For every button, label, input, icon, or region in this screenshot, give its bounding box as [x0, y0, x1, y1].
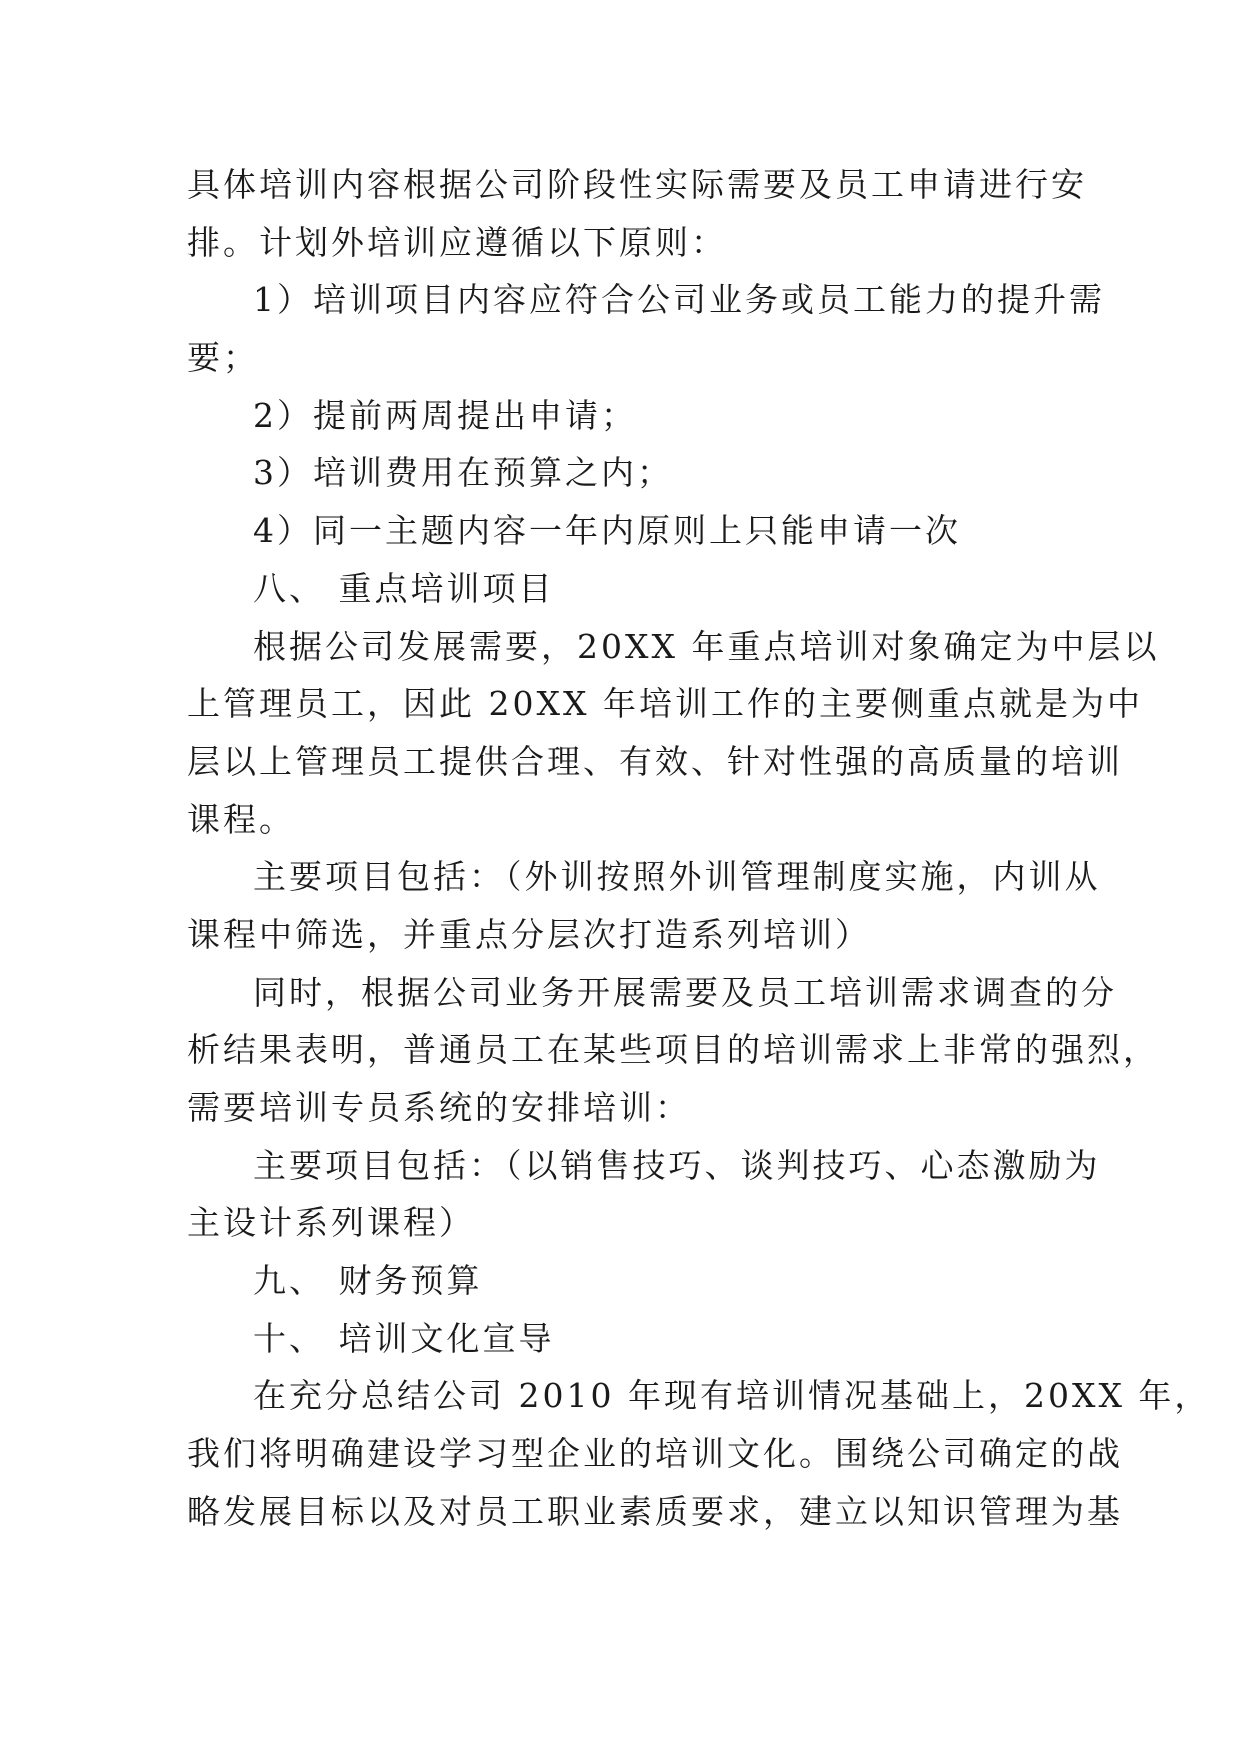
section-heading-9: 九、 财务预算 — [253, 1261, 483, 1301]
paragraph-line: 主要项目包括：（外训按照外训管理制度实施，内训从 — [253, 857, 1101, 897]
paragraph-line: 根据公司发展需要，20XX 年重点培训对象确定为中层以 — [253, 626, 1160, 666]
paragraph-line: 上管理员工，因此 20XX 年培训工作的主要侧重点就是为中 — [187, 684, 1143, 724]
list-item-3: 3）培训费用在预算之内； — [253, 453, 673, 493]
section-heading-8: 八、 重点培训项目 — [253, 568, 555, 608]
paragraph-line: 主设计系列课程） — [187, 1203, 475, 1243]
list-item-2: 2）提前两周提出申请； — [253, 395, 637, 435]
document-body — [187, 156, 1211, 1541]
paragraph-line: 我们将明确建设学习型企业的培训文化。围绕公司确定的战 — [187, 1434, 1123, 1474]
paragraph-line: 略发展目标以及对员工职业素质要求，建立以知识管理为基 — [187, 1491, 1123, 1531]
paragraph-line: 主要项目包括：（以销售技巧、谈判技巧、心态激励为 — [253, 1145, 1101, 1185]
list-item-4: 4）同一主题内容一年内原则上只能申请一次 — [253, 511, 961, 551]
paragraph-line: 析结果表明，普通员工在某些项目的培训需求上非常的强烈， — [187, 1030, 1159, 1070]
paragraph-line: 课程。 — [187, 799, 295, 839]
paragraph-line: 课程中筛选，并重点分层次打造系列培训） — [187, 914, 871, 954]
paragraph-line: 要； — [187, 338, 259, 378]
paragraph-line: 在充分总结公司 2010 年现有培训情况基础上，20XX 年， — [253, 1376, 1211, 1416]
paragraph-line: 层以上管理员工提供合理、有效、针对性强的高质量的培训 — [187, 741, 1123, 781]
paragraph-line: 具体培训内容根据公司阶段性实际需要及员工申请进行安 — [187, 165, 1087, 204]
paragraph-line: 排。计划外培训应遵循以下原则： — [187, 222, 727, 262]
paragraph-line: 需要培训专员系统的安排培训： — [187, 1088, 691, 1127]
list-item-1: 1）培训项目内容应符合公司业务或员工能力的提升需 — [253, 280, 1105, 320]
paragraph-line: 同时，根据公司业务开展需要及员工培训需求调查的分 — [253, 972, 1117, 1012]
section-heading-10: 十、 培训文化宣导 — [253, 1318, 555, 1358]
